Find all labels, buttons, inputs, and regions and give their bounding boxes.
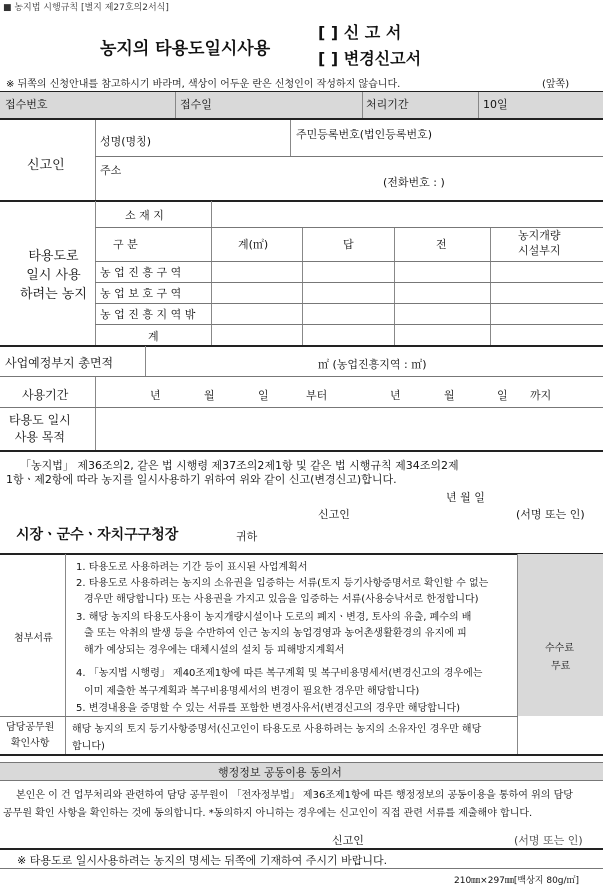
declaration-line-2: 1항ㆍ제2항에 따라 농지를 일시사용하기 위하여 위와 같이 신고(변경신고)합니다. xyxy=(6,473,397,486)
applicant-phone-field[interactable]: (전화번호 : ) xyxy=(383,176,445,189)
regulation-reference: ■ 농지법 시행규칙 [별지 제27호의2서식] xyxy=(3,3,169,13)
page-side: (앞쪽) xyxy=(542,79,570,90)
period-from: 부터 xyxy=(306,389,328,402)
consent-signature[interactable]: (서명 또는 인) xyxy=(514,834,583,847)
processing-period-value: 10일 xyxy=(483,98,508,111)
consent-line-1: 본인은 이 건 업무처리와 관련하여 담당 공무원이 「전자정부법」 제36조제1항에 따른 행정정보의 공동이용을 통하여 위의 담당 xyxy=(16,790,573,801)
option-change-report: [ ] 변경신고서 xyxy=(318,49,422,68)
period-start-month[interactable]: 월 xyxy=(204,389,215,402)
column-total-header: 계(㎡) xyxy=(238,238,269,251)
attachment-item: 출 또는 악취의 발생 등을 수반하여 인근 농지의 농업경영과 농어촌생활환경의 유지에 피 xyxy=(84,628,467,639)
land-label-line: 하려는 농지 xyxy=(20,287,87,302)
column-field-header: 전 xyxy=(436,238,447,251)
period-end-year[interactable]: 년 xyxy=(390,389,401,402)
attachment-item: 경우만 해당합니다) 또는 사용권을 가지고 있음을 입증하는 서류(사용승낙서로 한정합니다) xyxy=(84,594,479,605)
attachment-item: 2. 타용도로 사용하려는 농지의 소유권을 입증하는 서류(토지 등기사항증명서로 확인할 수 없는 xyxy=(76,578,489,589)
applicant-registration-number-field[interactable]: 주민등록번호(법인등록번호) xyxy=(296,128,433,141)
consent-line-2: 공무원 확인 사항을 확인하는 것에 동의합니다. *동의하지 아니하는 경우에는 신고인이 직접 관련 서류를 제출해야 합니다. xyxy=(3,808,533,819)
land-label-line: 타용도로 xyxy=(28,249,79,264)
applicant-address-field[interactable]: 주소 xyxy=(100,164,122,177)
attachment-item: 5. 변경내용을 증명할 수 있는 서류를 포함한 변경사유서(변경신고의 경우만 해당합니다) xyxy=(76,703,461,714)
purpose-label-line: 타용도 일시 xyxy=(9,413,71,427)
consent-signer-label: 신고인 xyxy=(332,834,364,847)
row-agri-protection-zone: 농 업 보 호 구 역 xyxy=(100,287,182,300)
addressee-suffix: 귀하 xyxy=(236,530,258,543)
consent-title: 행정정보 공동이용 동의서 xyxy=(218,766,342,779)
row-outside-promotion-area: 농 업 진 흥 지 역 밖 xyxy=(100,308,196,321)
declaration-signer-label: 신고인 xyxy=(318,508,350,521)
period-end-day[interactable]: 일 xyxy=(497,389,508,402)
attachment-item: 4. 「농지법 시행령」 제40조제1항에 따른 복구계획 및 복구비용명세서(변경신고의 경우에는 xyxy=(76,668,483,679)
site-area-field[interactable]: ㎡ (농업진흥지역 : ㎡) xyxy=(318,358,427,371)
land-label-line: 일시 사용 xyxy=(26,268,81,283)
row-total: 계 xyxy=(148,330,159,343)
form-notice: ※ 뒤쪽의 신청안내를 참고하시기 바라며, 색상이 어두운 란은 신청인이 작성하지 않습니다. xyxy=(6,79,401,90)
column-paddy-header: 답 xyxy=(343,238,354,251)
attachment-item: 이미 제출한 복구계획과 복구비용명세서의 변경이 필요한 경우만 해당합니다) xyxy=(84,686,420,697)
use-period-label: 사용기간 xyxy=(22,388,69,402)
official-check-label xyxy=(6,720,54,752)
purpose-label xyxy=(9,412,71,446)
attachment-item: 3. 해당 농지의 타용도사용이 농지개량시설이나 도로의 폐지ㆍ변경, 토사의 유출, 폐수의 배 xyxy=(76,612,472,623)
period-until: 까지 xyxy=(530,389,552,402)
column-improved-facility-header xyxy=(518,228,561,258)
attachment-item: 해가 예상되는 경우에는 대체시설의 설치 등 피해방지계획서 xyxy=(84,645,345,656)
applicant-section-label: 신고인 xyxy=(27,158,65,173)
declaration-date[interactable]: 년 월 일 xyxy=(446,491,485,504)
addressee: 시장ㆍ군수ㆍ자치구구청장 xyxy=(16,527,179,543)
fee-cell-background xyxy=(518,554,603,716)
declaration-line-1: 「농지법」 제36조의2, 같은 법 시행령 제37조의2제1항 및 같은 법 시행규칙 제34조의2제 xyxy=(20,459,459,472)
purpose-field[interactable] xyxy=(97,410,597,448)
site-area-label: 사업예정부지 총면적 xyxy=(5,356,114,370)
applicant-name-field[interactable]: 성명(명칭) xyxy=(100,135,152,148)
period-end-month[interactable]: 월 xyxy=(444,389,455,402)
footer-note: ※ 타용도로 일시사용하려는 농지의 명세는 뒤쪽에 기재하여 주시기 바랍니다. xyxy=(17,854,388,867)
row-agri-promotion-zone: 농 업 진 흥 구 역 xyxy=(100,266,182,279)
improved-header-line: 시설부지 xyxy=(518,244,561,257)
official-text-line: 합니다) xyxy=(72,741,105,752)
form-title: 농지의 타용도일시사용 xyxy=(100,39,271,59)
category-header: 구 분 xyxy=(113,238,138,251)
official-label-line: 담당공무원 xyxy=(6,722,55,733)
official-check-text xyxy=(72,721,481,755)
processing-period-label: 처리기간 xyxy=(366,98,409,111)
attachments-label: 첨부서류 xyxy=(14,633,53,644)
fee-label: 수수료 xyxy=(545,643,574,654)
paper-spec: 210㎜×297㎜[백상지 80g/㎡] xyxy=(454,876,580,886)
receipt-row-background xyxy=(0,92,603,118)
period-start-day[interactable]: 일 xyxy=(258,389,269,402)
land-section-label xyxy=(20,247,87,304)
official-label-line: 확인사항 xyxy=(10,738,50,749)
receipt-number-label: 접수번호 xyxy=(5,98,48,111)
improved-header-line: 농지개량 xyxy=(518,229,561,242)
official-text-line: 해당 농지의 토지 등기사항증명서(신고인이 타용도로 사용하려는 농지의 소유자인 경우만 해당 xyxy=(72,724,482,735)
attachment-item: 1. 타용도로 사용하려는 기간 등이 표시된 사업계획서 xyxy=(76,562,308,573)
period-start-year[interactable]: 년 xyxy=(150,389,161,402)
receipt-date-label: 접수일 xyxy=(180,98,212,111)
purpose-label-line: 사용 목적 xyxy=(14,430,65,444)
fee-value: 무료 xyxy=(551,661,571,672)
option-report: [ ] 신 고 서 xyxy=(318,23,402,42)
declaration-signature[interactable]: (서명 또는 인) xyxy=(516,508,585,521)
location-label: 소 재 지 xyxy=(125,209,164,222)
